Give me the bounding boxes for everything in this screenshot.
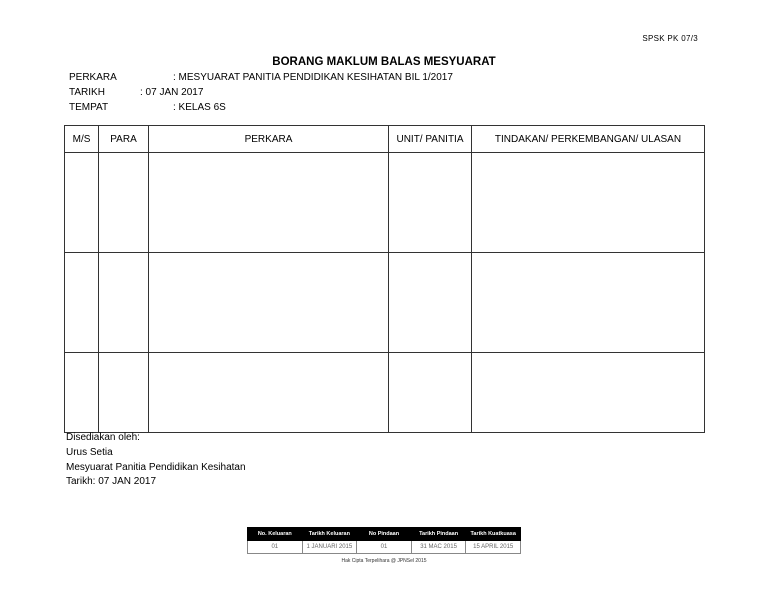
rev-value: 01 — [248, 541, 303, 554]
prepared-by-role: Urus Setia — [66, 447, 113, 458]
minutes-table — [64, 125, 705, 433]
rev-header: No. Keluaran — [248, 528, 303, 541]
table-cell[interactable] — [149, 253, 389, 353]
rev-header: Tarikh Keluaran — [302, 528, 357, 541]
revision-value-row — [248, 541, 521, 554]
rev-header: No Pindaan — [357, 528, 412, 541]
table-cell[interactable] — [149, 353, 389, 433]
col-ms: M/S — [65, 126, 99, 153]
table-cell[interactable] — [65, 253, 99, 353]
table-row — [65, 153, 705, 253]
perkara-label: PERKARA — [69, 72, 117, 83]
col-para: PARA — [99, 126, 149, 153]
table-cell[interactable] — [149, 153, 389, 253]
rev-header: Tarikh Kuatkuasa — [466, 528, 521, 541]
copyright-text: Hak Cipta Terpelihara @ JPNSel 2015 — [341, 558, 427, 564]
tempat-value: : KELAS 6S — [173, 102, 226, 113]
prepared-by-meeting: Mesyuarat Panitia Pendidikan Kesihatan — [66, 462, 246, 473]
table-cell[interactable] — [99, 253, 149, 353]
rev-value: 31 MAC 2015 — [411, 541, 466, 554]
tarikh-value: : 07 JAN 2017 — [140, 87, 204, 98]
col-unit-panitia: UNIT/ PANITIA — [389, 126, 472, 153]
col-tindakan: TINDAKAN/ PERKEMBANGAN/ ULASAN — [472, 126, 705, 153]
table-cell[interactable] — [389, 353, 472, 433]
table-cell[interactable] — [472, 253, 705, 353]
prepared-date: Tarikh: 07 JAN 2017 — [66, 476, 157, 487]
prepared-by-label: Disediakan oleh: — [66, 432, 140, 443]
table-header-row — [65, 126, 705, 153]
header-perkara-row — [69, 72, 669, 83]
tarikh-label: TARIKH — [69, 87, 105, 98]
revision-header-row — [248, 528, 521, 541]
table-cell[interactable] — [99, 153, 149, 253]
col-perkara: PERKARA — [149, 126, 389, 153]
table-cell[interactable] — [65, 353, 99, 433]
table-cell[interactable] — [99, 353, 149, 433]
tempat-label: TEMPAT — [69, 102, 109, 113]
header-tempat-row — [69, 102, 669, 113]
rev-header: Tarikh Pindaan — [411, 528, 466, 541]
table-cell[interactable] — [389, 253, 472, 353]
rev-value: 1 JANUARI 2015 — [302, 541, 357, 554]
table-cell[interactable] — [65, 153, 99, 253]
header-tarikh-row — [69, 87, 669, 98]
table-cell[interactable] — [389, 153, 472, 253]
form-code: SPSK PK 07/3 — [642, 34, 698, 43]
table-cell[interactable] — [472, 153, 705, 253]
revision-table — [247, 527, 521, 554]
rev-value: 15 APRIL 2015 — [466, 541, 521, 554]
page-title: BORANG MAKLUM BALAS MESYUARAT — [272, 56, 496, 68]
table-row — [65, 353, 705, 433]
table-cell[interactable] — [472, 353, 705, 433]
table-row — [65, 253, 705, 353]
perkara-value: : MESYUARAT PANITIA PENDIDIKAN KESIHATAN BIL 1/2017 — [173, 72, 453, 83]
rev-value: 01 — [357, 541, 412, 554]
